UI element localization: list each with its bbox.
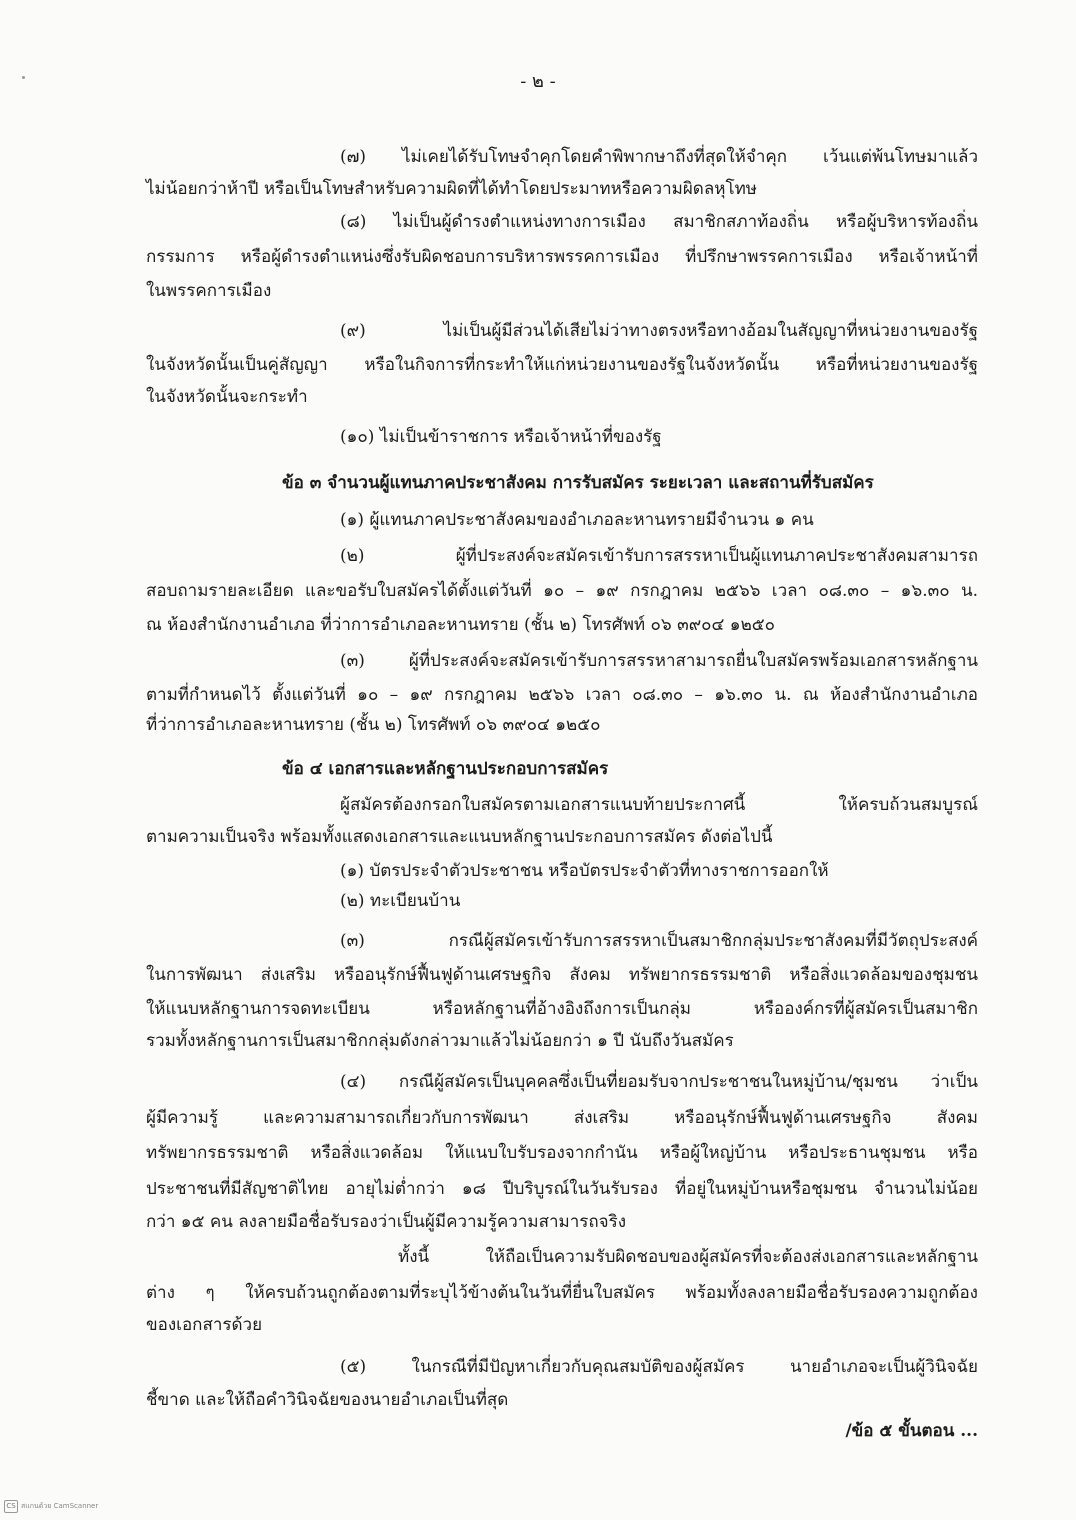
text-line: กรรมการ หรือผู้ดำรงตำแหน่งซึ่งรับผิดชอบการบริหารพรรคการเมือง ที่ปรึกษาพรรคการเมือง หรือเจ้าหน้าที่ bbox=[146, 247, 978, 267]
scanner-watermark-text: สแกนด้วย CamScanner bbox=[21, 1502, 99, 1510]
text-line: ในจังหวัดนั้นจะกระทำ bbox=[146, 387, 308, 407]
text-line: ของเอกสารด้วย bbox=[146, 1315, 263, 1335]
text-line: ตามความเป็นจริง พร้อมทั้งแสดงเอกสารและแนบหลักฐานประกอบการสมัคร ดังต่อไปนี้ bbox=[146, 827, 773, 847]
text-line: กว่า ๑๕ คน ลงลายมือชื่อรับรองว่าเป็นผู้มีความรู้ความสามารถจริง bbox=[146, 1212, 627, 1232]
text-line: ไม่น้อยกว่าห้าปี หรือเป็นโทษสำหรับความผิดที่ได้ทำโดยประมาทหรือความผิดลหุโทษ bbox=[146, 179, 757, 199]
text-line: ทั้งนี้ ให้ถือเป็นความรับผิดชอบของผู้สมัครที่จะต้องส่งเอกสารและหลักฐาน bbox=[398, 1247, 978, 1267]
text-line: สอบถามรายละเอียด และขอรับใบสมัครได้ตั้งแต่วันที่ ๑๐ – ๑๙ กรกฎาคม ๒๕๖๖ เวลา ๐๘.๓๐ – ๑๖.๓๐ น. bbox=[146, 581, 978, 601]
camscanner-logo-icon: CS bbox=[4, 1500, 18, 1513]
text-line: (๒) ผู้ที่ประสงค์จะสมัครเข้ารับการสรรหาเป็นผู้แทนภาคประชาสังคมสามารถ bbox=[340, 546, 978, 566]
text-line: ที่ว่าการอำเภอละหานทราย (ชั้น ๒) โทรศัพท์ ๐๖ ๓๙๐๔ ๑๒๕๐ bbox=[146, 715, 601, 735]
scanner-watermark bbox=[4, 1500, 98, 1513]
text-line: ชี้ขาด และให้ถือคำวินิจฉัยของนายอำเภอเป็นที่สุด bbox=[146, 1390, 509, 1410]
text-line: ทรัพยากรธรรมชาติ หรือสิ่งแวดล้อม ให้แนบใบรับรองจากกำนัน หรือผู้ใหญ่บ้าน หรือประธานชุมชน หรือ bbox=[146, 1143, 978, 1163]
text-line: (๒) ทะเบียนบ้าน bbox=[340, 891, 461, 911]
text-line: (๑) ผู้แทนภาคประชาสังคมของอำเภอละหานทรายมีจำนวน ๑ คน bbox=[340, 510, 814, 530]
text-line: (๑๐) ไม่เป็นข้าราชการ หรือเจ้าหน้าที่ของรัฐ bbox=[340, 427, 662, 447]
page-number: - ๒ - bbox=[520, 71, 556, 92]
text-line: รวมทั้งหลักฐานการเป็นสมาชิกกลุ่มดังกล่าวมาแล้วไม่น้อยกว่า ๑ ปี นับถึงวันสมัคร bbox=[146, 1031, 734, 1051]
text-line: ตามที่กำหนดไว้ ตั้งแต่วันที่ ๑๐ – ๑๙ กรกฎาคม ๒๕๖๖ เวลา ๐๘.๓๐ – ๑๖.๓๐ น. ณ ห้องสำนักงานอำเภอ bbox=[146, 685, 978, 705]
text-line: (๓) ผู้ที่ประสงค์จะสมัครเข้ารับการสรรหาสามารถยื่นใบสมัครพร้อมเอกสารหลักฐาน bbox=[340, 651, 978, 671]
text-line: ประชาชนที่มีสัญชาติไทย อายุไม่ต่ำกว่า ๑๘ ปีบริบูรณ์ในวันรับรอง ที่อยู่ในหมู่บ้านหรือชุมชน จำนวนไม่น้อย bbox=[146, 1179, 978, 1199]
text-line: ในการพัฒนา ส่งเสริม หรืออนุรักษ์ฟื้นฟูด้านเศรษฐกิจ สังคม ทรัพยากรธรรมชาติ หรือสิ่งแวดล้อมของชุมชน bbox=[146, 965, 978, 985]
section-heading: ข้อ ๔ เอกสารและหลักฐานประกอบการสมัคร bbox=[282, 759, 609, 779]
text-line: (๙) ไม่เป็นผู้มีส่วนได้เสียไม่ว่าทางตรงหรือทางอ้อมในสัญญาที่หน่วยงานของรัฐ bbox=[340, 321, 978, 341]
text-line: ผู้มีความรู้ และความสามารถเกี่ยวกับการพัฒนา ส่งเสริม หรืออนุรักษ์ฟื้นฟูด้านเศรษฐกิจ สังคม bbox=[146, 1108, 978, 1128]
text-line: ในพรรคการเมือง bbox=[146, 281, 272, 301]
text-line: (๔) กรณีผู้สมัครเป็นบุคคลซึ่งเป็นที่ยอมรับจากประชาชนในหมู่บ้าน/ชุมชน ว่าเป็น bbox=[340, 1072, 978, 1092]
text-line: (๑) บัตรประจำตัวประชาชน หรือบัตรประจำตัวที่ทางราชการออกให้ bbox=[340, 861, 829, 881]
text-line: ให้แนบหลักฐานการจดทะเบียน หรือหลักฐานที่อ้างอิงถึงการเป็นกลุ่ม หรือองค์กรที่ผู้สมัครเป็นสมาชิก bbox=[146, 999, 978, 1019]
continuation-footer: /ข้อ ๕ ขั้นตอน ... bbox=[845, 1421, 978, 1441]
text-line: ต่าง ๆ ให้ครบถ้วนถูกต้องตามที่ระบุไว้ข้างต้นในวันที่ยื่นใบสมัคร พร้อมทั้งลงลายมือชื่อรับรองความถูกต้อง bbox=[146, 1283, 978, 1303]
text-line: (๗) ไม่เคยได้รับโทษจำคุกโดยคำพิพากษาถึงที่สุดให้จำคุก เว้นแต่พ้นโทษมาแล้ว bbox=[340, 147, 978, 167]
text-line: ณ ห้องสำนักงานอำเภอ ที่ว่าการอำเภอละหานทราย (ชั้น ๒) โทรศัพท์ ๐๖ ๓๙๐๔ ๑๒๕๐ bbox=[146, 615, 776, 635]
text-line: (๘) ไม่เป็นผู้ดำรงตำแหน่งทางการเมือง สมาชิกสภาท้องถิ่น หรือผู้บริหารท้องถิ่น bbox=[340, 212, 978, 232]
text-line: (๕) ในกรณีที่มีปัญหาเกี่ยวกับคุณสมบัติของผู้สมัคร นายอำเภอจะเป็นผู้วินิจฉัย bbox=[340, 1357, 978, 1377]
text-line: (๓) กรณีผู้สมัครเข้ารับการสรรหาเป็นสมาชิกกลุ่มประชาสังคมที่มีวัตถุประสงค์ bbox=[340, 931, 978, 951]
text-line: ผู้สมัครต้องกรอกใบสมัครตามเอกสารแนบท้ายประกาศนี้ ให้ครบถ้วนสมบูรณ์ bbox=[340, 795, 978, 815]
text-line: ในจังหวัดนั้นเป็นคู่สัญญา หรือในกิจการที่กระทำให้แก่หน่วยงานของรัฐในจังหวัดนั้น หรือที่หน่วยงานของรัฐ bbox=[146, 355, 978, 375]
section-heading: ข้อ ๓ จำนวนผู้แทนภาคประชาสังคม การรับสมัคร ระยะเวลา และสถานที่รับสมัคร bbox=[282, 473, 874, 493]
